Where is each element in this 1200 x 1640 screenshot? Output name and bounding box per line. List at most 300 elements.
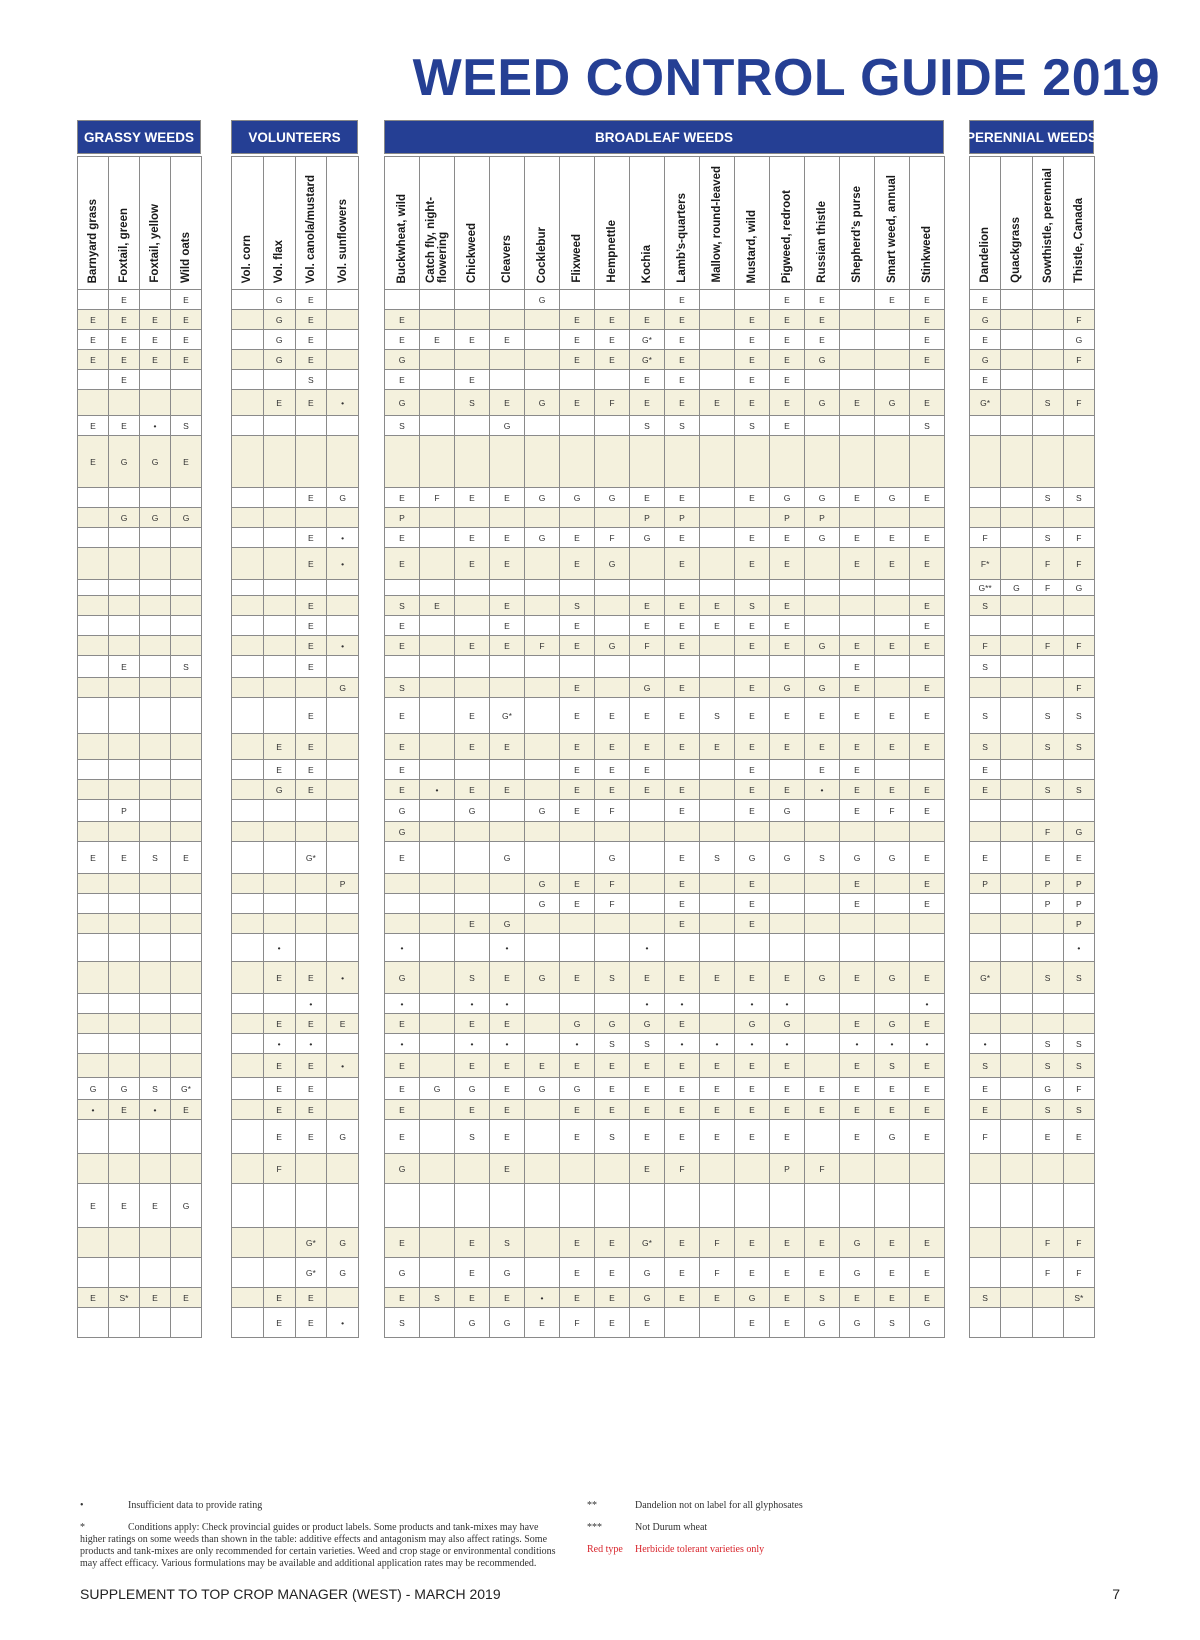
- rating-cell: [420, 548, 455, 580]
- rating-cell: [232, 508, 264, 528]
- table-row: [970, 1120, 1095, 1154]
- rating-cell: G: [525, 290, 560, 310]
- rating-cell: S: [1063, 488, 1094, 508]
- rating-cell: [109, 994, 140, 1014]
- rating-cell: [455, 290, 490, 310]
- rating-cell: [109, 678, 140, 698]
- rating-cell: G: [140, 436, 171, 488]
- rating-cell: E: [490, 1100, 525, 1120]
- table-row: [970, 1184, 1095, 1228]
- rating-cell: [263, 994, 295, 1014]
- rating-cell: E: [735, 894, 770, 914]
- rating-cell: [490, 436, 525, 488]
- rating-cell: E: [875, 1288, 910, 1308]
- rating-cell: E: [263, 1100, 295, 1120]
- rating-cell: [1001, 616, 1032, 636]
- rating-cell: E: [875, 1258, 910, 1288]
- rating-cell: S: [490, 1228, 525, 1258]
- rating-cell: •: [1063, 934, 1094, 962]
- rating-cell: [420, 1120, 455, 1154]
- rating-cell: [420, 1258, 455, 1288]
- rating-cell: S: [595, 962, 630, 994]
- rating-cell: [805, 934, 840, 962]
- column-header-label: Hempnettle: [606, 220, 618, 283]
- rating-cell: E: [770, 616, 805, 636]
- rating-cell: G: [1063, 580, 1094, 596]
- rating-cell: [455, 822, 490, 842]
- rating-cell: [700, 822, 735, 842]
- rating-cell: [970, 616, 1001, 636]
- rating-cell: [232, 350, 264, 370]
- rating-cell: [140, 934, 171, 962]
- rating-cell: [595, 416, 630, 436]
- rating-cell: G*: [295, 1228, 327, 1258]
- rating-cell: [875, 508, 910, 528]
- rating-cell: [1032, 760, 1063, 780]
- rating-cell: S: [1032, 1100, 1063, 1120]
- rating-cell: [327, 290, 359, 310]
- rating-cell: [232, 678, 264, 698]
- rating-cell: E: [78, 416, 109, 436]
- rating-cell: [875, 656, 910, 678]
- table-row: [970, 1054, 1095, 1078]
- rating-cell: [735, 822, 770, 842]
- rating-cell: [700, 1154, 735, 1184]
- table-row: [232, 1034, 359, 1054]
- rating-cell: F: [1063, 390, 1094, 416]
- rating-cell: [1032, 656, 1063, 678]
- table-row: [970, 636, 1095, 656]
- rating-cell: [455, 760, 490, 780]
- rating-cell: E: [1032, 842, 1063, 874]
- rating-cell: E: [875, 780, 910, 800]
- rating-cell: S: [735, 416, 770, 436]
- column-header: [1063, 157, 1094, 290]
- rating-cell: [1032, 596, 1063, 616]
- rating-cell: P: [1063, 914, 1094, 934]
- rating-cell: [109, 1258, 140, 1288]
- rating-cell: [970, 508, 1001, 528]
- column-header-label: Catch fly, night-flowering: [425, 196, 449, 283]
- column-header-label: Cocklebur: [536, 226, 548, 283]
- rating-cell: E: [910, 678, 945, 698]
- table-row: [970, 1288, 1095, 1308]
- rating-cell: [560, 914, 595, 934]
- rating-cell: G: [735, 842, 770, 874]
- rating-cell: [385, 1184, 420, 1228]
- rating-cell: [420, 800, 455, 822]
- column-header-label: Thistle, Canada: [1072, 198, 1085, 283]
- rating-cell: E: [665, 1228, 700, 1258]
- rating-cell: [455, 1184, 490, 1228]
- rating-cell: [171, 548, 202, 580]
- rating-cell: F: [1032, 822, 1063, 842]
- rating-cell: [109, 780, 140, 800]
- rating-cell: [109, 822, 140, 842]
- rating-cell: G: [595, 488, 630, 508]
- rating-cell: [1001, 290, 1032, 310]
- rating-cell: [1032, 1308, 1063, 1338]
- rating-cell: [78, 934, 109, 962]
- rating-cell: [665, 436, 700, 488]
- table-row: [385, 290, 945, 310]
- rating-cell: E: [560, 1288, 595, 1308]
- rating-cell: [455, 350, 490, 370]
- rating-cell: [1063, 416, 1094, 436]
- rating-cell: [595, 616, 630, 636]
- rating-cell: [78, 488, 109, 508]
- column-header: [295, 157, 327, 290]
- rating-cell: E: [875, 548, 910, 580]
- rating-cell: S: [970, 698, 1001, 734]
- table-row: [78, 330, 202, 350]
- column-header-label: Shepherd’s purse: [851, 186, 863, 283]
- rating-cell: E: [1032, 1120, 1063, 1154]
- rating-cell: [700, 894, 735, 914]
- rating-cell: [327, 656, 359, 678]
- rating-cell: S: [1032, 962, 1063, 994]
- table-row: [78, 390, 202, 416]
- rating-cell: •: [385, 934, 420, 962]
- rating-cell: [1063, 596, 1094, 616]
- rating-cell: G: [630, 1258, 665, 1288]
- rating-cell: [171, 1258, 202, 1288]
- rating-cell: [232, 800, 264, 822]
- rating-cell: [420, 508, 455, 528]
- rating-cell: [232, 390, 264, 416]
- rating-cell: [263, 1228, 295, 1258]
- rating-cell: [455, 1154, 490, 1184]
- table-row: [385, 1078, 945, 1100]
- rating-cell: E: [805, 698, 840, 734]
- rating-cell: [263, 370, 295, 390]
- column-header: [385, 157, 420, 290]
- rating-cell: E: [840, 894, 875, 914]
- table-row: [385, 1014, 945, 1034]
- rating-cell: [232, 548, 264, 580]
- rating-cell: [109, 934, 140, 962]
- table-row: [232, 1184, 359, 1228]
- rating-cell: G: [525, 488, 560, 508]
- rating-cell: [109, 1154, 140, 1184]
- rating-cell: [140, 760, 171, 780]
- perennial-weeds-table: [969, 156, 1095, 1338]
- column-header: [875, 157, 910, 290]
- table-row: [385, 596, 945, 616]
- rating-cell: [840, 914, 875, 934]
- rating-cell: [970, 822, 1001, 842]
- column-header-label: Buckwheat, wild: [396, 193, 408, 283]
- table-row: [78, 508, 202, 528]
- rating-cell: [109, 874, 140, 894]
- rating-cell: [455, 616, 490, 636]
- rating-cell: [171, 390, 202, 416]
- rating-cell: [770, 894, 805, 914]
- rating-cell: [1001, 994, 1032, 1014]
- rating-cell: [78, 548, 109, 580]
- rating-cell: E: [630, 780, 665, 800]
- rating-cell: [630, 436, 665, 488]
- rating-cell: [78, 1228, 109, 1258]
- rating-cell: E: [295, 1288, 327, 1308]
- rating-cell: [327, 330, 359, 350]
- rating-cell: E: [665, 1014, 700, 1034]
- rating-cell: P: [1063, 894, 1094, 914]
- rating-cell: [232, 780, 264, 800]
- rating-cell: G: [875, 1120, 910, 1154]
- rating-cell: [525, 580, 560, 596]
- rating-cell: [78, 822, 109, 842]
- rating-cell: E: [910, 1054, 945, 1078]
- rating-cell: [560, 1184, 595, 1228]
- rating-cell: S: [1032, 390, 1063, 416]
- rating-cell: E: [805, 1258, 840, 1288]
- rating-cell: E: [665, 874, 700, 894]
- rating-cell: [490, 656, 525, 678]
- rating-cell: [171, 914, 202, 934]
- table-row: [385, 800, 945, 822]
- table-row: [385, 1154, 945, 1184]
- rating-cell: [327, 934, 359, 962]
- rating-cell: G: [840, 1258, 875, 1288]
- rating-cell: F: [1032, 1258, 1063, 1288]
- rating-cell: E: [595, 1054, 630, 1078]
- table-row: [78, 894, 202, 914]
- rating-cell: [560, 934, 595, 962]
- rating-cell: [420, 290, 455, 310]
- rating-cell: [595, 934, 630, 962]
- rating-cell: E: [910, 528, 945, 548]
- rating-cell: [327, 310, 359, 330]
- table-row: [970, 1078, 1095, 1100]
- rating-cell: S: [1032, 1034, 1063, 1054]
- rating-cell: E: [455, 528, 490, 548]
- rating-cell: [420, 1308, 455, 1338]
- rating-cell: E: [735, 390, 770, 416]
- rating-cell: G: [595, 548, 630, 580]
- rating-cell: [327, 1078, 359, 1100]
- rating-cell: E: [770, 528, 805, 548]
- rating-cell: G: [840, 842, 875, 874]
- table-row: [232, 914, 359, 934]
- rating-cell: E: [805, 734, 840, 760]
- rating-cell: [1001, 488, 1032, 508]
- rating-cell: [805, 822, 840, 842]
- rating-cell: P: [770, 1154, 805, 1184]
- rating-cell: E: [630, 734, 665, 760]
- rating-cell: [232, 1288, 264, 1308]
- rating-cell: [455, 874, 490, 894]
- rating-cell: E: [295, 962, 327, 994]
- rating-cell: E: [630, 370, 665, 390]
- rating-cell: [420, 698, 455, 734]
- rating-cell: [171, 1154, 202, 1184]
- column-header: [78, 157, 109, 290]
- rating-cell: •: [295, 994, 327, 1014]
- rating-cell: [420, 914, 455, 934]
- table-row: [970, 1154, 1095, 1184]
- rating-cell: [910, 436, 945, 488]
- rating-cell: [490, 350, 525, 370]
- rating-cell: E: [770, 1258, 805, 1288]
- table-row: [970, 596, 1095, 616]
- rating-cell: G*: [630, 1228, 665, 1258]
- rating-cell: E: [455, 548, 490, 580]
- rating-cell: E: [560, 962, 595, 994]
- rating-cell: [490, 580, 525, 596]
- table-row: [385, 616, 945, 636]
- rating-cell: [700, 436, 735, 488]
- rating-cell: E: [840, 760, 875, 780]
- rating-cell: [1001, 330, 1032, 350]
- rating-cell: F: [700, 1228, 735, 1258]
- rating-cell: E: [78, 1288, 109, 1308]
- rating-cell: [840, 330, 875, 350]
- rating-cell: E: [385, 1078, 420, 1100]
- table-row: [232, 1078, 359, 1100]
- table-row: [232, 416, 359, 436]
- rating-cell: [78, 1014, 109, 1034]
- column-header: [630, 157, 665, 290]
- page-title: WEED CONTROL GUIDE 2019: [412, 49, 1160, 107]
- rating-cell: F: [970, 636, 1001, 656]
- rating-cell: E: [1063, 842, 1094, 874]
- rating-cell: P: [630, 508, 665, 528]
- rating-cell: [140, 734, 171, 760]
- table-row: [970, 1308, 1095, 1338]
- rating-cell: G*: [970, 390, 1001, 416]
- rating-cell: G: [327, 488, 359, 508]
- table-row: [78, 310, 202, 330]
- rating-cell: E: [840, 874, 875, 894]
- rating-cell: [295, 436, 327, 488]
- footnote-insufficient-data: • Insufficient data to provide rating: [80, 1500, 263, 1511]
- table-row: [78, 822, 202, 842]
- rating-cell: [595, 1184, 630, 1228]
- rating-cell: [840, 436, 875, 488]
- rating-cell: [525, 508, 560, 528]
- rating-cell: G: [595, 842, 630, 874]
- rating-cell: [970, 436, 1001, 488]
- rating-cell: [525, 1014, 560, 1034]
- rating-cell: E: [910, 1014, 945, 1034]
- rating-cell: [770, 914, 805, 934]
- rating-cell: [140, 800, 171, 822]
- rating-cell: [490, 760, 525, 780]
- rating-cell: F: [1032, 548, 1063, 580]
- rating-cell: [805, 800, 840, 822]
- rating-cell: [232, 1308, 264, 1338]
- table-row: [78, 734, 202, 760]
- rating-cell: [1001, 1288, 1032, 1308]
- table-row: [232, 842, 359, 874]
- rating-cell: E: [770, 416, 805, 436]
- rating-cell: [700, 1184, 735, 1228]
- rating-cell: [109, 488, 140, 508]
- rating-cell: [735, 508, 770, 528]
- rating-cell: [700, 580, 735, 596]
- rating-cell: E: [109, 1184, 140, 1228]
- table-row: [232, 760, 359, 780]
- rating-cell: G*: [630, 350, 665, 370]
- rating-cell: F: [1063, 1258, 1094, 1288]
- rating-cell: [420, 994, 455, 1014]
- rating-cell: [875, 330, 910, 350]
- rating-cell: [327, 580, 359, 596]
- rating-cell: [171, 934, 202, 962]
- rating-cell: S: [1063, 962, 1094, 994]
- rating-cell: •: [560, 1034, 595, 1054]
- rating-cell: [232, 822, 264, 842]
- column-header-label: Russian thistle: [816, 201, 828, 283]
- rating-cell: E: [630, 698, 665, 734]
- column-header-label: Vol. flax: [273, 239, 286, 283]
- rating-cell: [595, 678, 630, 698]
- rating-cell: [525, 1154, 560, 1184]
- table-row: [970, 894, 1095, 914]
- rating-cell: E: [630, 1078, 665, 1100]
- rating-cell: G: [140, 508, 171, 528]
- rating-cell: [1032, 436, 1063, 488]
- rating-cell: E: [385, 760, 420, 780]
- rating-cell: [232, 1120, 264, 1154]
- rating-cell: [735, 580, 770, 596]
- rating-cell: [805, 994, 840, 1014]
- rating-cell: [232, 436, 264, 488]
- rating-cell: E: [805, 1100, 840, 1120]
- rating-cell: S: [1032, 528, 1063, 548]
- table-row: [232, 800, 359, 822]
- rating-cell: [295, 894, 327, 914]
- rating-cell: E: [910, 894, 945, 914]
- rating-cell: •: [263, 1034, 295, 1054]
- rating-cell: [525, 1258, 560, 1288]
- rating-cell: [970, 994, 1001, 1014]
- table-row: [385, 330, 945, 350]
- rating-cell: G: [327, 1258, 359, 1288]
- rating-cell: [1032, 994, 1063, 1014]
- rating-cell: [910, 508, 945, 528]
- rating-cell: [875, 934, 910, 962]
- table-row: [78, 914, 202, 934]
- rating-cell: [1032, 508, 1063, 528]
- rating-cell: S: [1032, 698, 1063, 734]
- rating-cell: E: [910, 290, 945, 310]
- volunteers-section: [231, 120, 358, 1338]
- rating-cell: E: [910, 350, 945, 370]
- rating-cell: [700, 416, 735, 436]
- rating-cell: G: [263, 330, 295, 350]
- table-row: [78, 436, 202, 488]
- rating-cell: F: [525, 636, 560, 656]
- rating-cell: E: [560, 350, 595, 370]
- rating-cell: S: [1032, 780, 1063, 800]
- column-header-label: Chickweed: [466, 222, 478, 283]
- rating-cell: S: [420, 1288, 455, 1308]
- rating-cell: E: [595, 1078, 630, 1100]
- rating-cell: E: [385, 780, 420, 800]
- grassy-weeds-table: [77, 156, 202, 1338]
- rating-cell: [140, 290, 171, 310]
- table-row: [78, 636, 202, 656]
- rating-cell: G: [455, 1308, 490, 1338]
- rating-cell: G: [171, 508, 202, 528]
- rating-cell: E: [295, 548, 327, 580]
- rating-cell: [525, 734, 560, 760]
- rating-cell: [875, 1184, 910, 1228]
- column-header: [665, 157, 700, 290]
- rating-cell: [109, 760, 140, 780]
